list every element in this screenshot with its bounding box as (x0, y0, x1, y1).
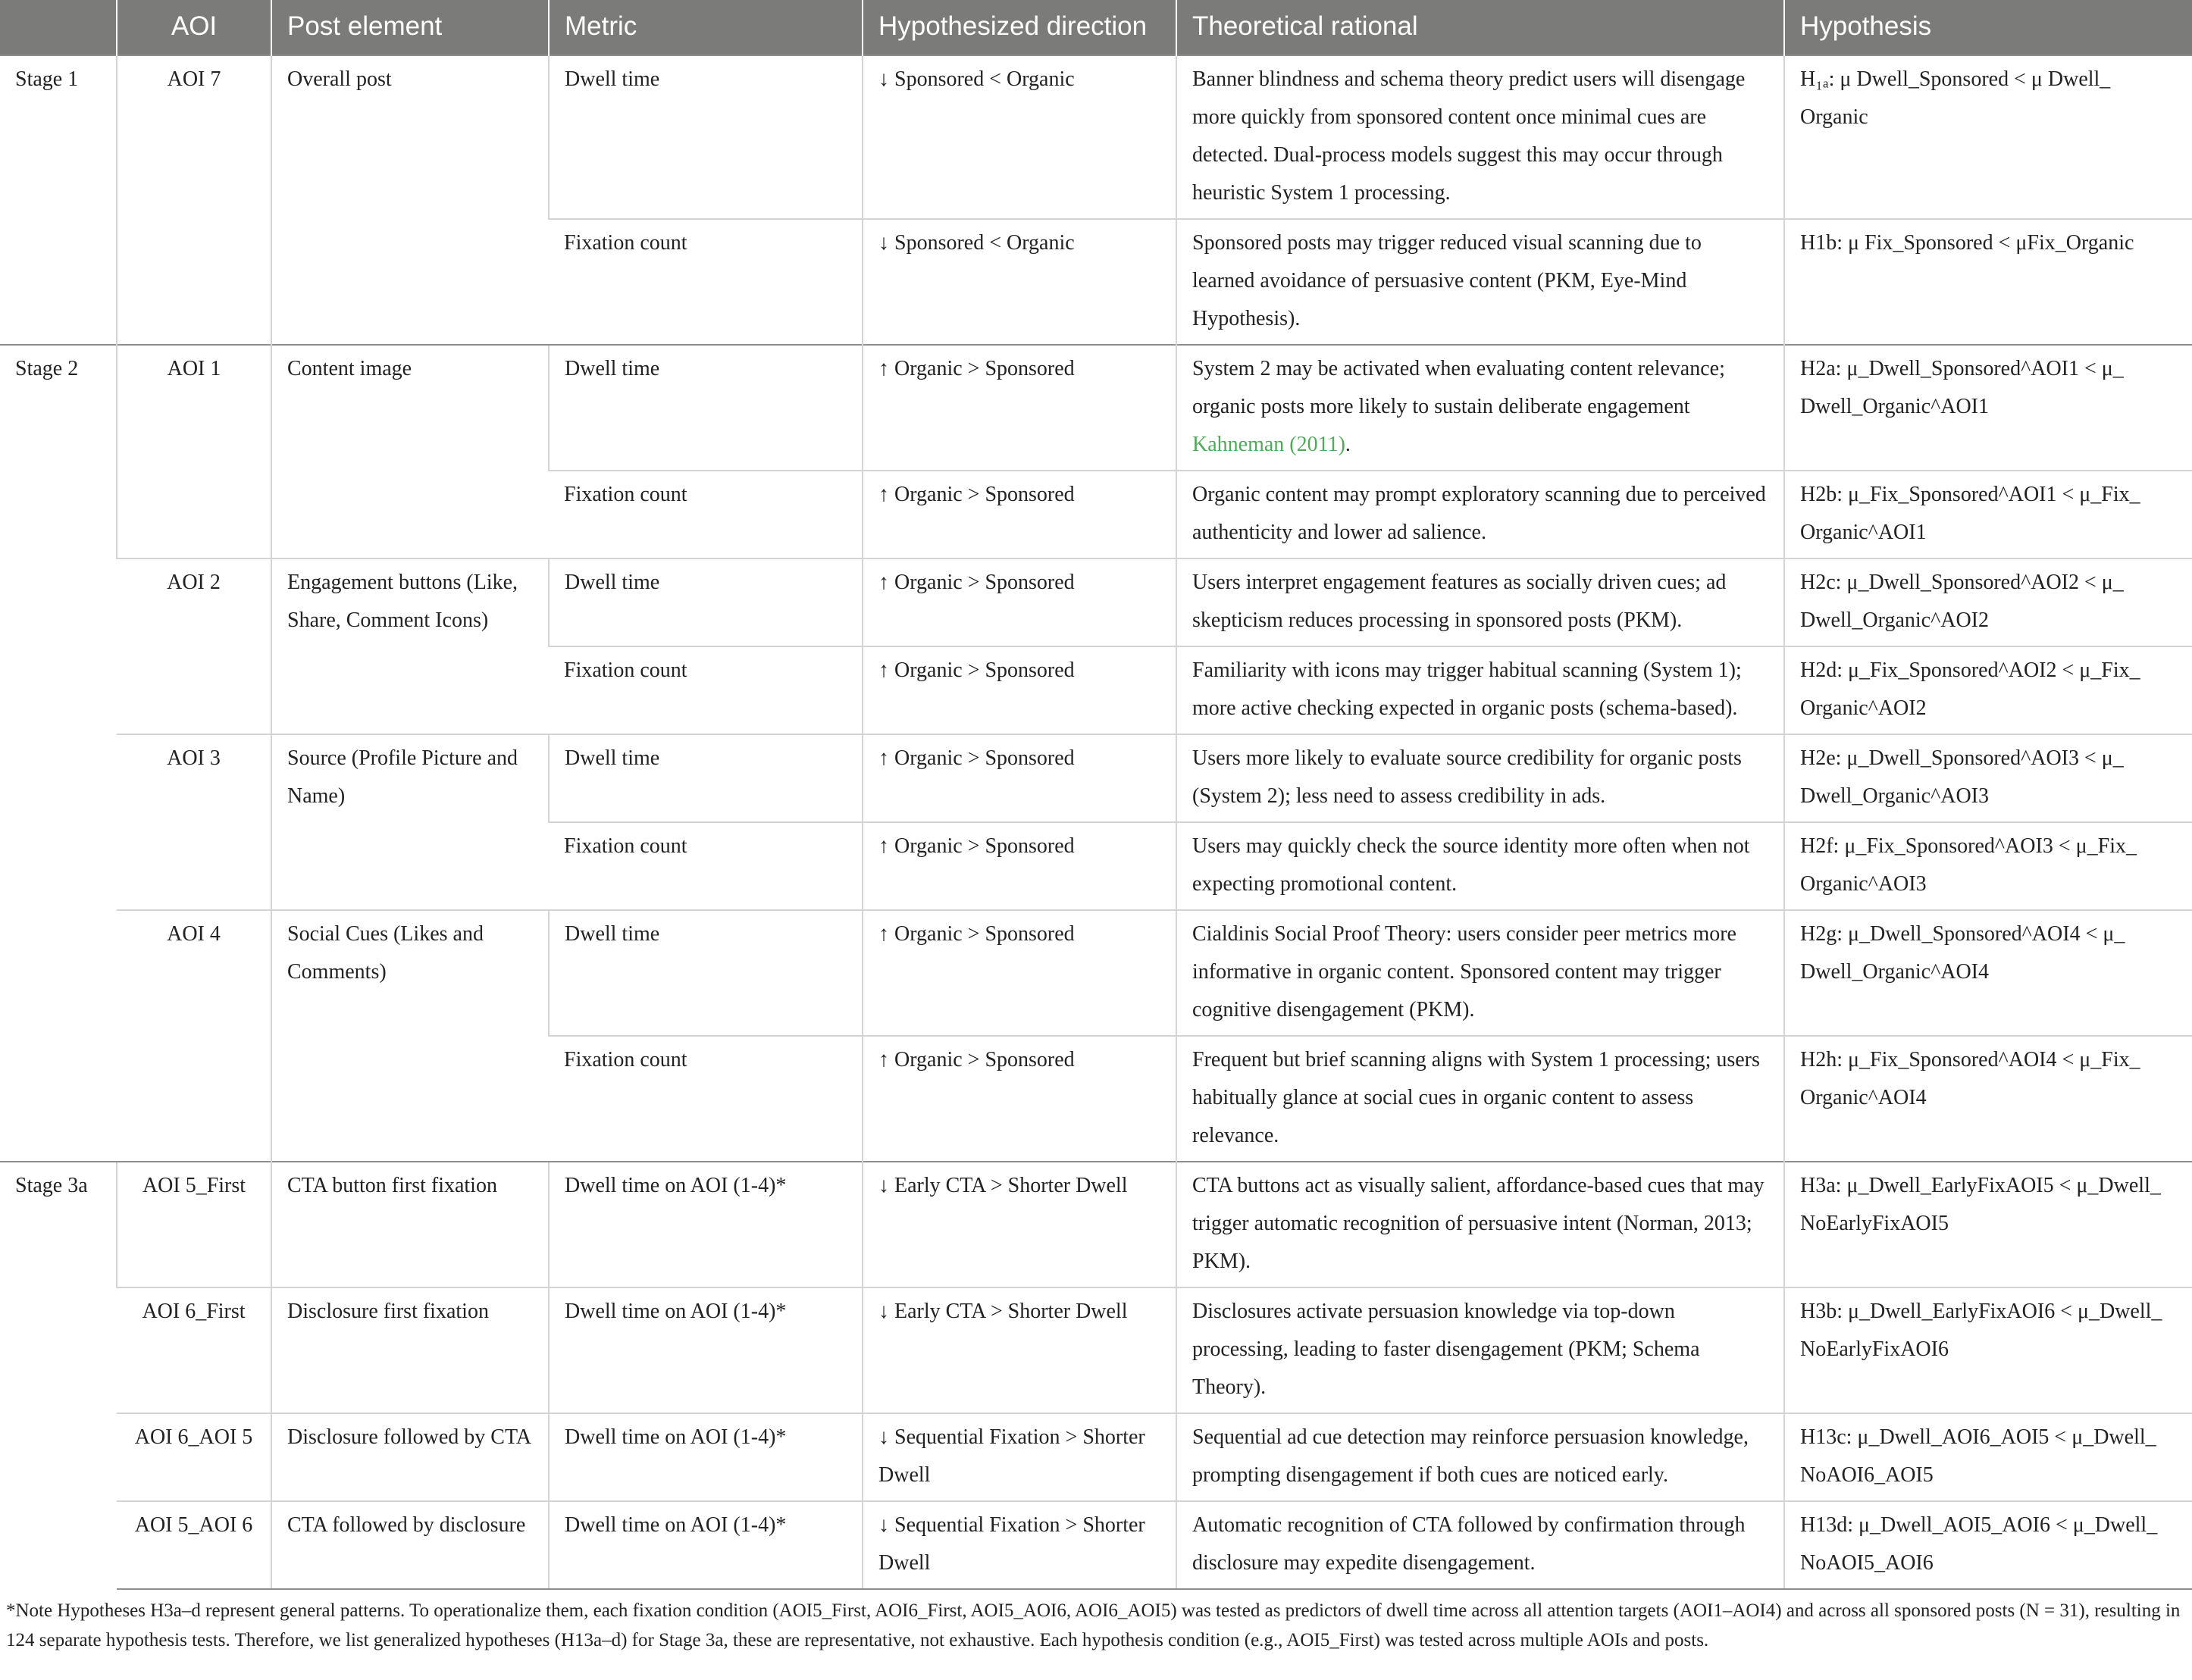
metric-cell: Dwell time (549, 558, 863, 646)
hypothesis-cell: H3a: μ_Dwell_EarlyFixAOI5 < μ_Dwell_ NoEarlyFixAOI5 (1784, 1162, 2192, 1287)
direction-cell: ↑ Organic > Sponsored (863, 734, 1176, 822)
hypothesis-cell: H2a: μ_Dwell_Sponsored^AOI1 < μ_ Dwell_Organic^AOI1 (1784, 345, 2192, 471)
stage-label: Stage 3a (0, 1162, 117, 1589)
table-row (0, 1287, 2192, 1413)
header-aoi: AOI (117, 0, 271, 55)
post-element-cell: Source (Profile Picture and Name) (271, 734, 549, 910)
metric-cell: Dwell time (549, 345, 863, 471)
rational-cell (1176, 734, 1784, 822)
table-row (0, 55, 2192, 219)
header-row (0, 0, 2192, 55)
direction-cell: ↑ Organic > Sponsored (863, 646, 1176, 734)
hypothesis-cell: H3b: μ_Dwell_EarlyFixAOI6 < μ_Dwell_ NoEarlyFixAOI6 (1784, 1287, 2192, 1413)
metric-cell: Dwell time (549, 55, 863, 219)
metric-cell: Dwell time on AOI (1-4)* (549, 1287, 863, 1413)
post-element-cell: Social Cues (Likes and Comments) (271, 910, 549, 1162)
hypothesis-cell: H2g: μ_Dwell_Sponsored^AOI4 < μ_ Dwell_Organic^AOI4 (1784, 910, 2192, 1036)
aoi-cell: AOI 5_First (117, 1162, 271, 1287)
post-element-cell: Overall post (271, 55, 549, 345)
rational-cell (1176, 219, 1784, 345)
direction-cell: ↑ Organic > Sponsored (863, 471, 1176, 558)
rational-text: Sequential ad cue detection may reinforce persuasion knowledge, prompting disengagement if both cues are noticed early. (1192, 1425, 1749, 1487)
hypothesis-cell: H2b: μ_Fix_Sponsored^AOI1 < μ_Fix_ Organic^AOI1 (1784, 471, 2192, 558)
rational-text: Frequent but brief scanning aligns with System 1 processing; users habitually glance at social cues in organic content to assess relevance. (1192, 1048, 1760, 1147)
direction-cell: ↓ Early CTA > Shorter Dwell (863, 1287, 1176, 1413)
post-element-cell: Disclosure first fixation (271, 1287, 549, 1413)
aoi-cell: AOI 6_AOI 5 (117, 1413, 271, 1501)
rational-text: Disclosures activate persuasion knowledge via top-down processing, leading to faster disengagement (PKM; Schema Theory). (1192, 1300, 1700, 1399)
table-row (0, 1413, 2192, 1501)
direction-cell: ↓ Sponsored < Organic (863, 55, 1176, 219)
stage-label: Stage 2 (0, 345, 117, 1162)
rational-cell (1176, 1162, 1784, 1287)
rational-cell (1176, 822, 1784, 910)
metric-cell: Dwell time (549, 910, 863, 1036)
aoi-cell: AOI 2 (117, 558, 271, 734)
direction-cell: ↑ Organic > Sponsored (863, 910, 1176, 1036)
rational-text: System 2 may be activated when evaluating content relevance; organic posts more likely to sustain deliberate engagement (1192, 357, 1725, 418)
aoi-cell: AOI 3 (117, 734, 271, 910)
direction-cell: ↓ Sequential Fixation > Shorter Dwell (863, 1501, 1176, 1589)
rational-text: Organic content may prompt exploratory scanning due to perceived authenticity and lower ad salience. (1192, 483, 1766, 544)
aoi-cell: AOI 7 (117, 55, 271, 345)
metric-cell: Fixation count (549, 1036, 863, 1162)
rational-text: Automatic recognition of CTA followed by confirmation through disclosure may expedite disengagement. (1192, 1513, 1746, 1575)
header-rational: Theoretical rational (1176, 0, 1784, 55)
hypothesis-cell: H2f: μ_Fix_Sponsored^AOI3 < μ_Fix_ Organic^AOI3 (1784, 822, 2192, 910)
post-element-cell: Engagement buttons (Like, Share, Comment Icons) (271, 558, 549, 734)
stage-label: Stage 1 (0, 55, 117, 345)
aoi-cell: AOI 1 (117, 345, 271, 558)
direction-cell: ↑ Organic > Sponsored (863, 822, 1176, 910)
metric-cell: Fixation count (549, 822, 863, 910)
table-footnote: *Note Hypotheses H3a–d represent general patterns. To operationalize them, each fixation condition (AOI5_First, AOI6_First, AOI5_AOI6, AOI6_AOI5) was tested as predictors of dwell time across all attention targets (AOI1–AOI4) and across all sponsored posts (N = 31), resulting in 124 separate hypothesis tests. Therefore, we list generalized hypotheses (H13a–d) for Stage 3a, these are representative, not exhaustive. Each hypothesis condition (e.g., AOI5_First) was tested across multiple AOIs and posts. (6, 1600, 2181, 1650)
table-row (0, 345, 2192, 471)
rational-text: CTA buttons act as visually salient, affordance-based cues that may trigger automatic recognition of persuasive intent (Norman, 2013; PKM). (1192, 1174, 1765, 1273)
rational-cell (1176, 558, 1784, 646)
direction-cell: ↓ Sequential Fixation > Shorter Dwell (863, 1413, 1176, 1501)
rational-cell: System 2 may be activated when evaluating content relevance; organic posts more likely to sustain deliberate engagement Kahneman (2011). (1176, 345, 1784, 471)
header-post-element: Post element (271, 0, 549, 55)
hypothesis-cell: H2c: μ_Dwell_Sponsored^AOI2 < μ_ Dwell_Organic^AOI2 (1784, 558, 2192, 646)
rational-text: Users more likely to evaluate source credibility for organic posts (System 2); less need to assess credibility in ads. (1192, 746, 1742, 808)
direction-cell: ↑ Organic > Sponsored (863, 1036, 1176, 1162)
rational-text: Sponsored posts may trigger reduced visual scanning due to learned avoidance of persuasive content (PKM, Eye-Mind Hypothesis). (1192, 231, 1702, 330)
metric-cell: Dwell time (549, 734, 863, 822)
rational-cell (1176, 1501, 1784, 1589)
header-hypothesis: Hypothesis (1784, 0, 2192, 55)
header-metric: Metric (549, 0, 863, 55)
direction-cell: ↓ Sponsored < Organic (863, 219, 1176, 345)
direction-cell: ↑ Organic > Sponsored (863, 558, 1176, 646)
hypothesis-cell: H13d: μ_Dwell_AOI5_AOI6 < μ_Dwell_ NoAOI5_AOI6 (1784, 1501, 2192, 1589)
header-direction: Hypothesized direction (863, 0, 1176, 55)
aoi-cell: AOI 5_AOI 6 (117, 1501, 271, 1589)
header-stage (0, 0, 117, 55)
table-row (0, 1162, 2192, 1287)
rational-text: Users interpret engagement features as socially driven cues; ad skepticism reduces processing in sponsored posts (PKM). (1192, 571, 1727, 632)
rational-text: Users may quickly check the source identity more often when not expecting promotional content. (1192, 834, 1750, 896)
rational-text: Cialdinis Social Proof Theory: users consider peer metrics more informative in organic content. Sponsored content may trigger cognitive disengagement (PKM). (1192, 922, 1736, 1021)
aoi-cell: AOI 6_First (117, 1287, 271, 1413)
hypothesis-cell: H₁ₐ: μ Dwell_Sponsored < μ Dwell_ Organic (1784, 55, 2192, 219)
direction-cell: ↓ Early CTA > Shorter Dwell (863, 1162, 1176, 1287)
table-body (0, 55, 2192, 1589)
post-element-cell: Disclosure followed by CTA (271, 1413, 549, 1501)
post-element-cell: CTA followed by disclosure (271, 1501, 549, 1589)
metric-cell: Fixation count (549, 471, 863, 558)
citation-link[interactable]: Kahneman (2011) (1192, 433, 1345, 456)
table-row (0, 734, 2192, 822)
rational-text: Banner blindness and schema theory predict users will disengage more quickly from sponsored content once minimal cues are detected. Dual-process models suggest this may occur through heuristic System 1 processing. (1192, 67, 1746, 205)
rational-text: Familiarity with icons may trigger habitual scanning (System 1); more active checking expected in organic posts (schema-based). (1192, 659, 1742, 720)
metric-cell: Dwell time on AOI (1-4)* (549, 1162, 863, 1287)
table-row (0, 1501, 2192, 1589)
rational-cell (1176, 646, 1784, 734)
post-element-cell: CTA button first fixation (271, 1162, 549, 1287)
metric-cell: Dwell time on AOI (1-4)* (549, 1501, 863, 1589)
rational-cell (1176, 910, 1784, 1036)
metric-cell: Fixation count (549, 219, 863, 345)
rational-cell (1176, 1287, 1784, 1413)
hypothesis-cell: H2e: μ_Dwell_Sponsored^AOI3 < μ_ Dwell_Organic^AOI3 (1784, 734, 2192, 822)
metric-cell: Dwell time on AOI (1-4)* (549, 1413, 863, 1501)
rational-cell (1176, 471, 1784, 558)
table-row (0, 558, 2192, 646)
aoi-cell: AOI 4 (117, 910, 271, 1162)
direction-cell: ↑ Organic > Sponsored (863, 345, 1176, 471)
hypothesis-cell: H2d: μ_Fix_Sponsored^AOI2 < μ_Fix_ Organic^AOI2 (1784, 646, 2192, 734)
table-row (0, 910, 2192, 1036)
rational-cell (1176, 1413, 1784, 1501)
hypothesis-cell: H2h: μ_Fix_Sponsored^AOI4 < μ_Fix_ Organic^AOI4 (1784, 1036, 2192, 1162)
metric-cell: Fixation count (549, 646, 863, 734)
post-element-cell: Content image (271, 345, 549, 558)
hypothesis-cell: H1b: μ Fix_Sponsored < μFix_Organic (1784, 219, 2192, 345)
rational-cell (1176, 55, 1784, 219)
hypothesis-cell: H13c: μ_Dwell_AOI6_AOI5 < μ_Dwell_ NoAOI6_AOI5 (1784, 1413, 2192, 1501)
rational-cell (1176, 1036, 1784, 1162)
